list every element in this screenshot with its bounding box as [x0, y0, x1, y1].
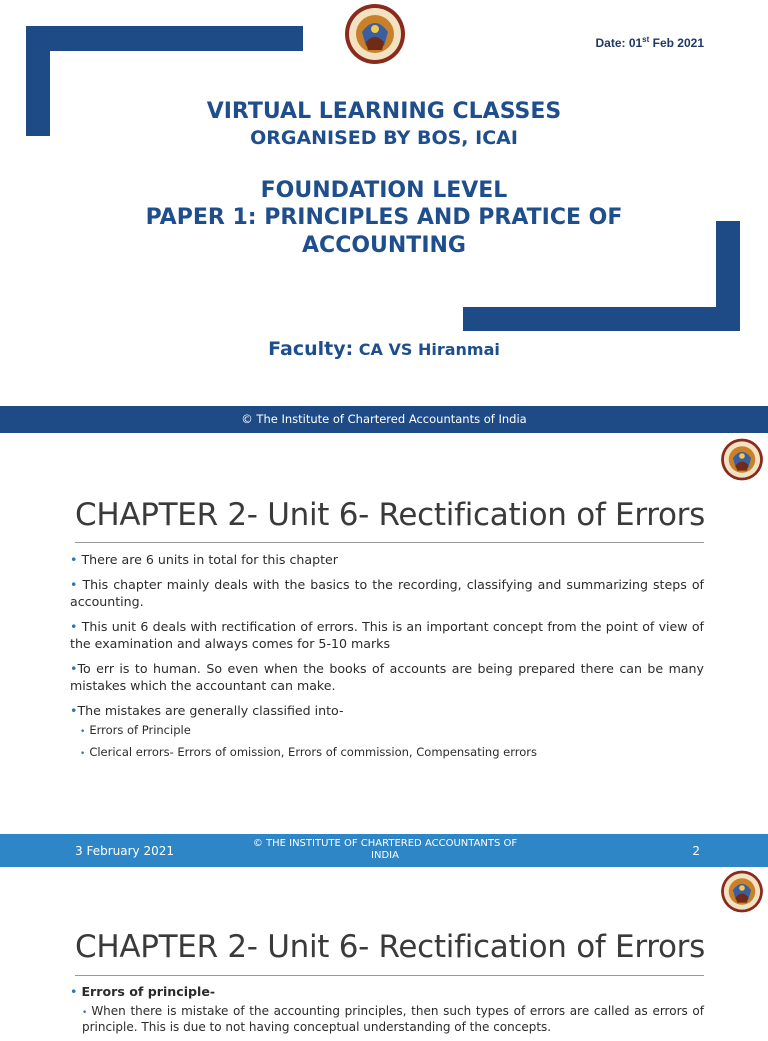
chapter-title: CHAPTER 2- Unit 6- Rectification of Errors: [75, 929, 705, 965]
level-line: FOUNDATION LEVEL: [260, 178, 508, 203]
footer-date: 3 February 2021: [75, 844, 174, 858]
slide-footer: [0, 834, 768, 867]
list-item: • This chapter mainly deals with the basics to the recording, classifying and summarizing steps of accounting.: [70, 577, 704, 609]
list-item: • There are 6 units in total for this chapter: [70, 552, 338, 567]
list-item: • This unit 6 deals with rectification of errors. This is an important concept from the point of view of the examination and always comes for 5-10 marks: [70, 619, 704, 651]
paper-line-2: ACCOUNTING: [302, 233, 466, 258]
main-title: VIRTUAL LEARNING CLASSES: [206, 99, 562, 124]
presentation-date: Date: 01st Feb 2021: [595, 35, 704, 50]
bullet-list: [70, 551, 704, 766]
sub-list-item: • When there is mistake of the accounting principles, then such types of errors are called as errors of principle. This is due to not having conceptual understanding of the concepts.: [82, 1004, 704, 1035]
title-underline: [75, 975, 704, 976]
faculty-label: Faculty:: [268, 338, 354, 360]
bullet-list: [70, 983, 704, 1041]
chapter-title: CHAPTER 2- Unit 6- Rectification of Errors: [75, 497, 705, 533]
corner-bar-top: [26, 26, 303, 51]
content-slide-3: [0, 867, 768, 1035]
list-item: •To err is to human. So even when the books of accounts are being prepared there can be many mistakes which the accountant can make.: [70, 661, 704, 693]
icai-emblem-icon: [342, 2, 408, 66]
page-number: 2: [692, 844, 700, 858]
list-item: • Errors of principle-: [70, 984, 216, 999]
sub-list-item: • Errors of Principle: [80, 723, 191, 737]
copyright-footer: © The Institute of Chartered Accountants of India: [0, 406, 768, 433]
footer-copyright: © THE INSTITUTE OF CHARTERED ACCOUNTANTS OF INDIA: [252, 838, 518, 861]
faculty-line: [0, 338, 768, 360]
list-item: •The mistakes are generally classified into-: [70, 703, 344, 718]
organiser-line: ORGANISED BY BOS, ICAI: [250, 127, 518, 149]
icai-emblem-icon: [719, 437, 765, 482]
title-underline: [75, 542, 704, 543]
sub-list-item: • Clerical errors- Errors of omission, Errors of commission, Compensating errors: [80, 744, 537, 759]
corner-bar-bottom: [463, 307, 740, 331]
icai-emblem-icon: [719, 869, 765, 914]
content-slide-2: [0, 433, 768, 867]
faculty-name: CA VS Hiranmai: [358, 340, 500, 359]
title-slide: [0, 0, 768, 433]
paper-line: PAPER 1: PRINCIPLES AND PRATICE OF: [145, 205, 623, 230]
